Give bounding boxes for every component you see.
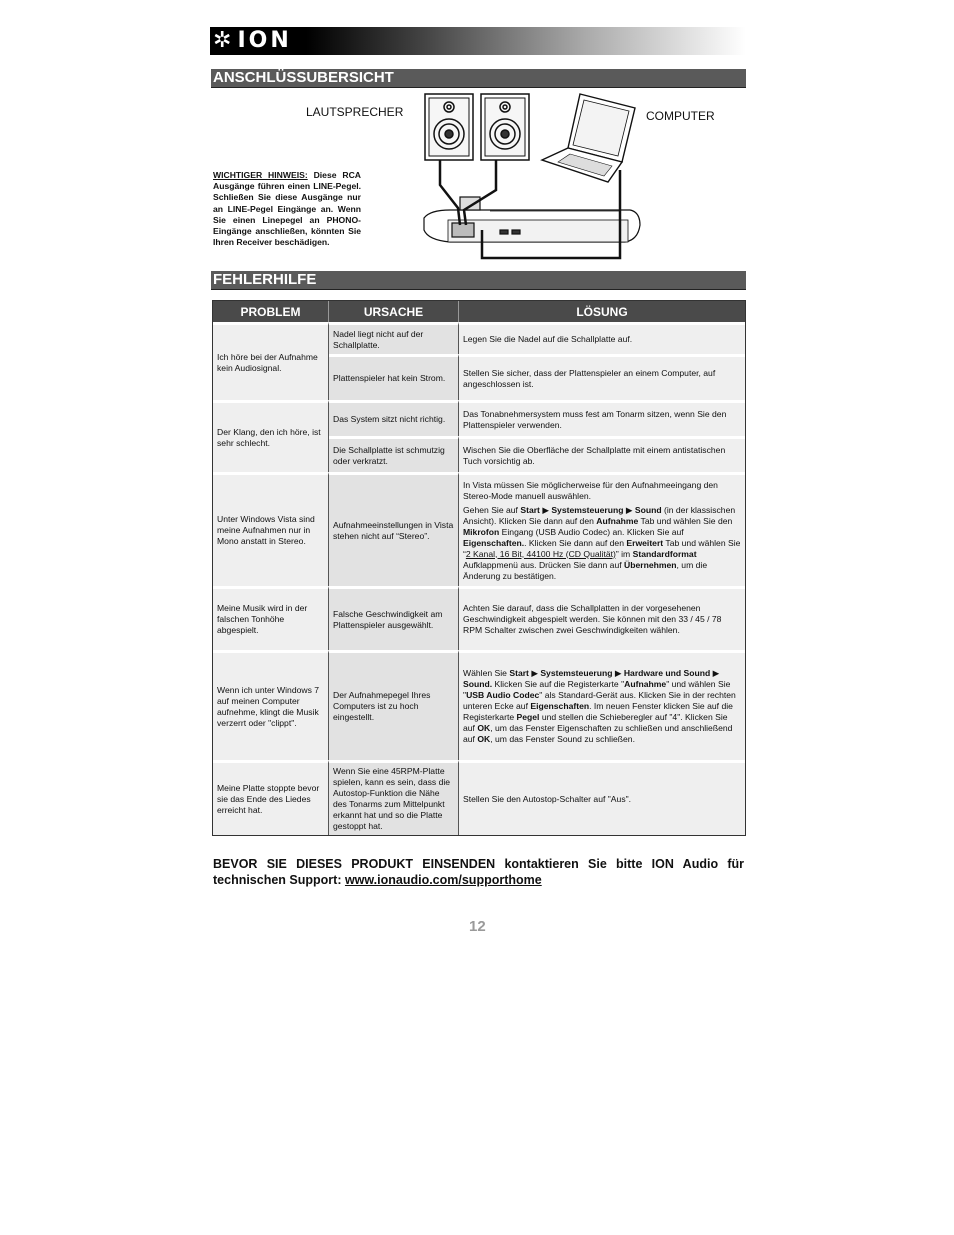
solution-cell: Stellen Sie sicher, dass der Plattenspieler an einem Computer, auf angeschlossen ist.: [459, 354, 745, 400]
solution-cell: Wischen Sie die Oberfläche der Schallplatte mit einem antistatischen Tuch vorsichtig ab.: [459, 436, 745, 472]
table-row: [213, 322, 745, 354]
connections-title: ANSCHLÜSSUBERSICHT: [213, 69, 394, 86]
cause-cell: Das System sitzt nicht richtig.: [329, 400, 459, 436]
cause-cell: Die Schallplatte ist schmutzig oder verkratzt.: [329, 436, 459, 472]
header-cause: URSACHE: [329, 301, 459, 322]
solution-paragraph: In Vista müssen Sie möglicherweise für den Aufnahmeeingang den Stereo-Mode manuell auswählen.: [463, 479, 718, 501]
cause-cell: Wenn Sie eine 45RPM-Platte spielen, kann es sein, dass die Autostop-Funktion die Nähe des Tonarms zum Mittelpunkt erkannt hat und so die Platte gestoppt hat.: [329, 760, 459, 835]
logo-text: ION: [237, 28, 292, 53]
connections-section-bar: [211, 69, 746, 88]
solution-cell: Wählen Sie Start ▶ Systemsteuerung ▶ Hardware und Sound ▶ Sound. Klicken Sie auf die Registerkarte "Aufnahme" und wählen Sie "USB Audio Codec" als Standard-Gerät aus. Klicken Sie in der rechten unteren Ecke auf Eigenschaften. Im neuen Fenster klicken Sie auf die Registerkarte Pegel und stellen die Schieberegler auf "4". Klicken Sie auf OK, um das Fenster Eigenschaften zu schließen und anschließend auf OK, um das Fenster Sound zu schließen.: [459, 650, 745, 760]
laptop-icon: [542, 94, 635, 182]
cause-cell: Nadel liegt nicht auf der Schallplatte.: [329, 322, 459, 354]
cause-cell: Plattenspieler hat kein Strom.: [329, 354, 459, 400]
problem-cell: Der Klang, den ich höre, ist sehr schlecht.: [213, 400, 329, 472]
cause-cell: Der Aufnahmepegel Ihres Computers ist zu hoch eingestellt.: [329, 650, 459, 760]
problem-cell: Meine Platte stoppte bevor sie das Ende des Liedes erreicht hat.: [213, 760, 329, 835]
problem-cell: Unter Windows Vista sind meine Aufnahmen nur in Mono anstatt in Stereo.: [213, 472, 329, 586]
troubleshooting-section-bar: [211, 271, 746, 290]
problem-cell: Ich höre bei der Aufnahme kein Audiosignal.: [213, 322, 329, 400]
turntable-icon: [424, 197, 640, 242]
problem-cell: Wenn ich unter Windows 7 auf meinen Computer aufnehme, klingt die Musik verzerrt oder "clippt".: [213, 650, 329, 760]
solution-cell: Legen Sie die Nadel auf die Schallplatte auf.: [459, 322, 745, 354]
solution-cell: [459, 472, 745, 586]
connection-diagram: [420, 90, 645, 265]
page-number: 12: [469, 918, 486, 935]
table-row: [213, 760, 745, 835]
solution-cell: Stellen Sie den Autostop-Schalter auf "Aus".: [459, 760, 745, 835]
table-row: [213, 650, 745, 760]
table-row: [213, 400, 745, 436]
speaker-left-icon: [425, 94, 473, 160]
solution-paragraph: Gehen Sie auf Start ▶ Systemsteuerung ▶ Sound (in der klassischen Ansicht). Klicken Sie dann auf den Aufnahme Tab und wählen Sie den Mikrofon Eingang (USB Audio Codec) an. Klicken Sie auf Eigenschaften.. Klicken Sie dann auf den Erweitert Tab und wählen Sie “2 Kanal, 16 Bit, 44100 Hz (CD Qualität)” im Standardformat Aufklappmenü aus. Drücken Sie dann auf Übernehmen, um die Änderung zu bestätigen.: [463, 504, 741, 581]
logo-star-icon: ✲: [213, 28, 232, 53]
table-row: [213, 472, 745, 586]
problem-cell: Meine Musik wird in der falschen Tonhöhe abgespielt.: [213, 586, 329, 650]
troubleshooting-title: FEHLERHILFE: [213, 271, 317, 288]
solution-cell: Das Tonabnehmersystem muss fest am Tonarm sitzen, wenn Sie den Plattenspieler verwenden.: [459, 400, 745, 436]
support-link[interactable]: www.ionaudio.com/supporthome: [344, 873, 542, 887]
header-solution: LÖSUNG: [459, 301, 745, 322]
warning-heading: WICHTIGER HINWEIS:: [213, 170, 308, 180]
troubleshooting-table: [212, 300, 746, 836]
table-header-row: [213, 301, 745, 322]
speaker-right-icon: [481, 94, 529, 160]
computer-label: COMPUTER: [646, 109, 715, 123]
solution-cell: Achten Sie darauf, dass die Schallplatten in der vorgesehenen Geschwindigkeit abgespielt werden. Sie können mit den 33 / 45 / 78 RPM Schalter zwischen zwei Geschwindigkeiten wählen.: [459, 586, 745, 650]
cause-cell: Aufnahmeeinstellungen in Vista stehen nicht auf “Stereo”.: [329, 472, 459, 586]
warning-note: [213, 170, 361, 248]
ion-logo: [213, 29, 292, 53]
speaker-label: LAUTSPRECHER: [306, 105, 404, 119]
support-note: BEVOR SIE DIESES PRODUKT EINSENDEN kontaktieren Sie bitte ION Audio für technischen Support: www.ionaudio.com/supporthome: [213, 857, 744, 887]
table-row: [213, 586, 745, 650]
header-problem: PROBLEM: [213, 301, 329, 322]
warning-body: Diese RCA Ausgänge führen einen LINE-Pegel. Schließen Sie diese Ausgänge nur an LINE-Pegel Eingänge an. Wenn Sie einen Linepegel an PHONO-Eingänge anschließen, könnten Sie Ihren Receiver beschädigen.: [213, 170, 362, 248]
cause-cell: Falsche Geschwindigkeit am Plattenspieler ausgewählt.: [329, 586, 459, 650]
